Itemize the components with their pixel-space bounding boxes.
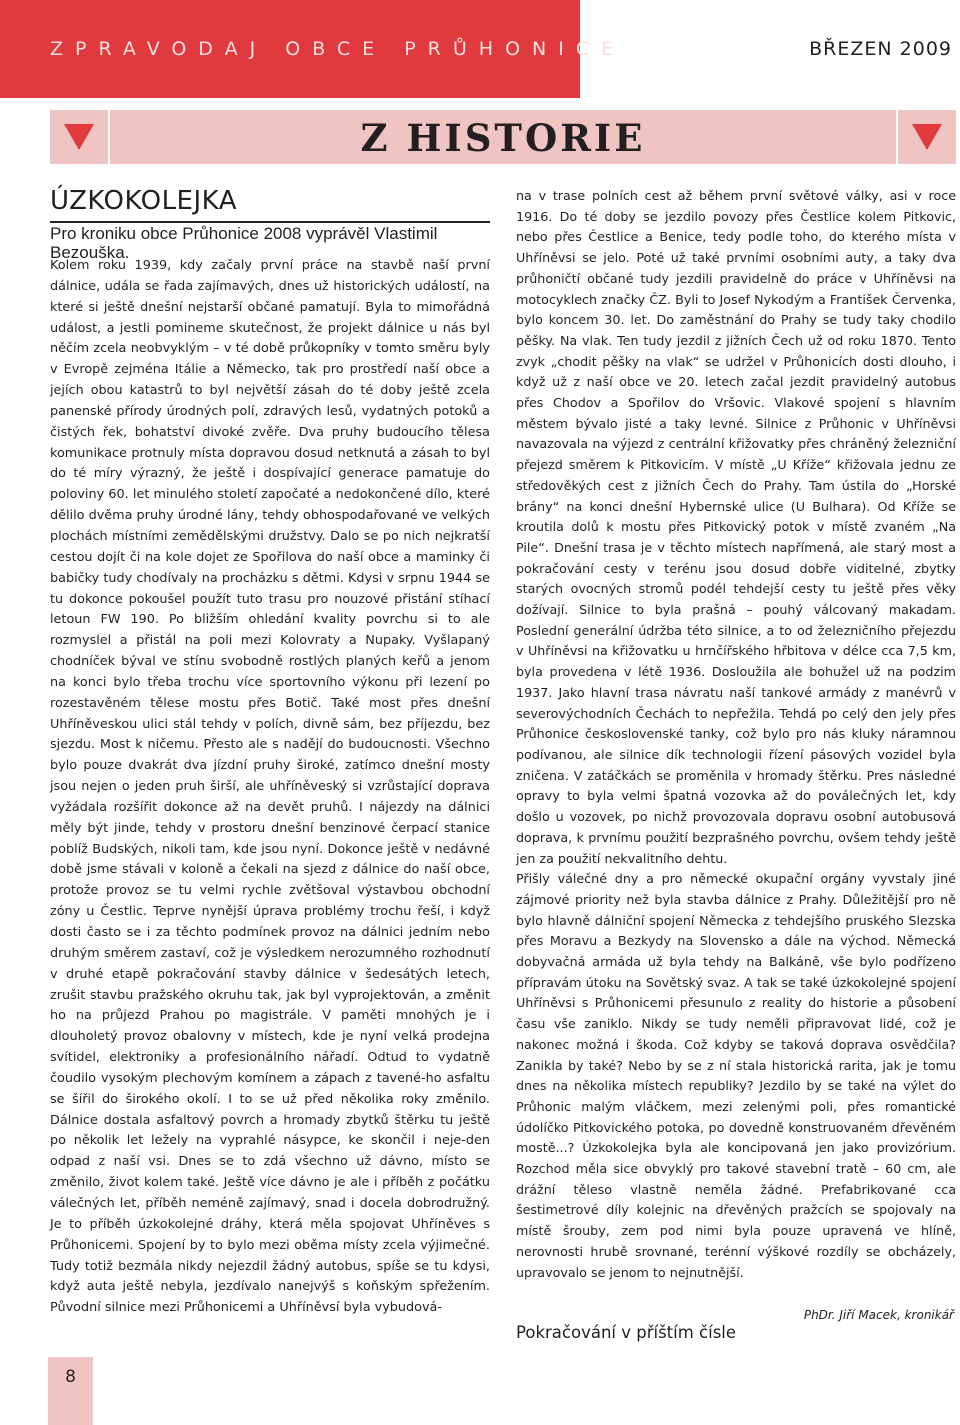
page-number: 8 — [65, 1367, 76, 1387]
page-number-box — [48, 1357, 93, 1425]
issue-date: BŘEZEN 2009 — [809, 38, 952, 60]
publication-title: ZPRAVODAJ OBCE PRŮHONICE — [50, 38, 626, 60]
paragraph: Přišly válečné dny a pro německé okupační orgány vyvstaly jiné zájmové priority než byla stavba dálnice z Prahy. Důležitější pro ně bylo hlavně dálniční spojení Německa z tehdejšího pruského Slezska přes Moravu a Bezkydy na Slovensko a dále na východ. Německá dobyvačná armáda už byla tehdy na Balkáně, vše bylo podřízeno přípravám útoku na Sovětský svaz. A tak se také úzkokolejné spojení Uhříněvsi s Průhonicemi přesunulo z reality do historie a působení času vše zaniklo. Nikdy se tudy neměli připravovat lidé, což je nakonec možná i škoda. Což kdyby se taková doprava osvědčila? Zanikla by také? Nebo by se z ní stala historická rarita, jak je tomu dnes na několika místech republiky? Jezdilo by se také na výlet do Průhonic malým vláčkem, mezi zelenými poli, přes romantické údolíčko Pitkovického potoka, po dovedně konstruovaném dřevěném mostě...? Úzkokolejka byla ale koncipovaná jen jako provizórium. Rozchod měla sice obvyklý pro takové stavební tratě – 60 cm, ale drážní těleso vlastně neměla žádné. Prefabrikované cca šestimetrové díly kolejnic na dřevěných pražcích se spojovaly na místě šrouby, zem pod nimi byla pouze upravená ve hlíně, nerovnosti hrubě srovnané, terénní výškové rozdíly se obcházely, upravovalo se jenom to nejnutnější. — [516, 871, 956, 1280]
article-subtitle: Pro kroniku obce Průhonice 2008 vyprávěl Vlastimil Bezouška. — [50, 224, 438, 262]
article-column-right — [516, 186, 956, 1283]
continued-note: Pokračování v příštím čísle — [516, 1323, 737, 1342]
triangle-down-icon — [912, 124, 942, 150]
paragraph: Kolem roku 1939, kdy začaly první práce na stavbě naší první dálnice, udála se řada zajímavých, dnes už historických událostí, na které si ještě dnešní nejstarší občané pamatují. Byla to mimořádná událost, a jestli pomineme skutečnost, že projekt dálnice u nás byl něčím zcela neobvyklým – v té době průkopníky v tomto směru byly v Evropě zejména Itálie a Německo, tak pro prostředí naší obce a jejích obou katastrů to byl největší zásah do té doby ještě zcela panenské přírody úrodných polí, zdravých lesů, vydatných potoků a čistých řek, bohatství divoké zvěře. Dva pruhy budoucího tělesa komunikace protnuly místa dopravou dosud netknutá a zásah to byl do té míry výrazný, že ještě i dospívající generace pamatuje do poloviny 60. let minulého století započaté a nedokončené dílo, které dělilo dvěma pruhy úrodné lány, tehdy obhospodařované ve velkých plochách místními zemědělskými družstvy. Dalo se po nich nejkratší cestou dojít či na kole dojet ze Spořilova do naší obce a maminky či babičky tudy chodívaly na procházku s dětmi. Kdysi v srpnu 1944 se tu dokonce pokoušel použít tuto trasu pro nouzové přistání stíhací letoun FW 190. Po bližším ohledání kvality povrchu si to ale rozmyslel a přistál na poli mezi Kolovraty a Nupaky. Vyšlapaný chodníček býval ve stínu svobodně rostlých planých keřů a jenom na konci bylo třeba trochu více sportovního výkonu při lezení po rozestavěném tělese mostu přes Botič. Také most přes dnešní Uhříněveskou ulici stál tehdy v polích, divně sám, bez příjezdu, bez sjezdu. Most k ničemu. Přesto ale s nadějí do budoucnosti. Všechno bylo pouze dvakrát dva jízdní pruhy široké, zatímco dnešní mosty jsou nejen o jeden pruh širší, ale uhříněveský si vzrůstající doprava vyžádala rozšířit dokonce až na devět pruhů. I nájezdy na dálnici měly být jinde, tehdy v prostoru dnešní benzinové čerpací stanice poblíž Budských, nikoli tam, kde jsou nyní. Dokonce ještě v nedávné době jsme stávali v koloně a čekali na sjezd z dálnice do naší obce, protože provoz se tu velmi rychle zvětšoval výstavbou obchodní zóny u Čestlic. Teprve nynější úprava problémy trochu řeší, i když dosti často se i za těchto podmínek provoz na dálnici jedním nebo druhým směrem zastaví, což je výsledkem nerozumného rozhodnutí v druhé etapě pokračování stavby dálnice v šedesátých letech, zrušit stavbu pražského okruhu tak, jak byl vyprojektován, a změnit ho na průjezd Prahou po magistrále. V paměti mnohých je i dlouholetý provoz obalovny v místech, kde je nyní velká prodejna svítidel, elektroniky a profesionálního nářadí. Odtud to vydatně čoudilo vysokým plechovým komínem a zápach z tavené-ho asfaltu se šířil do širokého okolí. I to se už před několika roky změnilo. Dálnice dostala asfaltový povrch a hromady zbytků štěrku tu ještě po několik let ležely na vyprahlé násypce, ke skončil i neje-den odpad z naší vsi. Dnes se to zdá všechno už dávno, místo se změnilo, život kolem také. Ještě více dávno je ale i příběh z počátku válečných let, příběh neméně zajímavý, snad i docela dobrodružný. Je to příběh úzkokolejné dráhy, která měla spojovat Uhříněves s Průhonicemi. Spojení by to bylo mezi oběma místy zcela výjimečné. Tudy totiž bezmála nikdy nejezdil žádný autobus, spíše se tu kdysi, když auta ještě nebyla, jezdívalo nanejvýš s koňským spřežením. Původní silnice mezi Průhonicemi a Uhříněvsí byla vybudová- — [50, 258, 490, 1316]
header-bar — [0, 0, 626, 98]
title-rule — [50, 221, 490, 223]
section-bar — [50, 110, 956, 164]
paragraph: na v trase polních cest až během první světové války, asi v roce 1916. Do té doby se jezdilo povozy přes Čestlice kolem Pitkovic, nebo přes Čestlice a Benice, tedy podle toho, do kterého místa v Uhříněvsi se jelo. Poté už také prvními osobními auty, a taky dva průhoničtí občané tudy jezdili pravidelně do práce v Uhříněvsi na motocyklech značky ČZ. Byli to Josef Nykodým a František Červenka, bylo koncem 30. let. Do zaměstnání do Prahy se tudy taky chodilo pěšky. Na vlak. Ten tudy jezdil z jižních Čech už od roku 1870. Tento zvyk „chodit pěšky na vlak“ se udržel v Průhonicích dosti dlouho, i když už z naší obce ve 20. letech začal jezdit pravidelný autobus přes Chodov a Spořilov do Vršovic. Vlakové spojení s hlavním městem bývalo jisté a taky levné. Silnice z Průhonic v Uhříněvsi navazovala na výjezd z centrální křižovatky přes chráněný železniční přejezd směrem k Pitkovicím. V místě „U Kříže“ křižovala jednu ze středověkých cest z jižních Čech do Prahy. Tam ústila do „Horské brány“ na konci dnešní Hybernské ulice (U Bulhara). Od Kříže se kroutila dolů k mostu přes Pitkovický potok v místě zvaném „Na Pile“. Dnešní trasa je v těchto místech napřímená, ale starý most a pokračování cesty v terénu jsou dosud dobře viditelné, zbytky starých ovocných stromů podél tehdejší cesty tu ještě přes věky dožívají. Silnice to byla prašná – pouhý válcovaný makadam. Poslední generální údržba této silnice, a to od železničního přejezdu v Uhříněvsi na křižovatku u hrnčířského hřbitova v délce cca 7,5 km, byla provedena v létě 1936. Dosloužila ale bohužel už na podzim 1937. Jako hlavní trasa návratu naší tankové armády z manévrů v severovýchodních Čechách to nepřežila. Tehdá po celý den jely přes Průhonice československé tanky, což bylo pro nás kluky náramnou podívanou, ale silnice dík technologii řízení pásových vozidel byla zničena. V zatáčkách se proměnila v hromady štěrku. Pres následné opravy to byla velmi špatná vozovka až do poválečných let, kdy došlo u vozovek, po nichž provozovala dopravu osobní autobusová doprava, k prvnímu použití bezprašného povrchu, ovšem tehdy ještě jen za použití nekvalitního dehtu. — [516, 188, 956, 866]
section-title: Z HISTORIE — [360, 116, 646, 160]
article-title: ÚZKOKOLEJKA — [50, 186, 238, 216]
article-column-left — [50, 256, 490, 1319]
section-marker-right — [898, 110, 956, 164]
author-signature: PhDr. Jiří Macek, kronikář — [803, 1308, 954, 1322]
